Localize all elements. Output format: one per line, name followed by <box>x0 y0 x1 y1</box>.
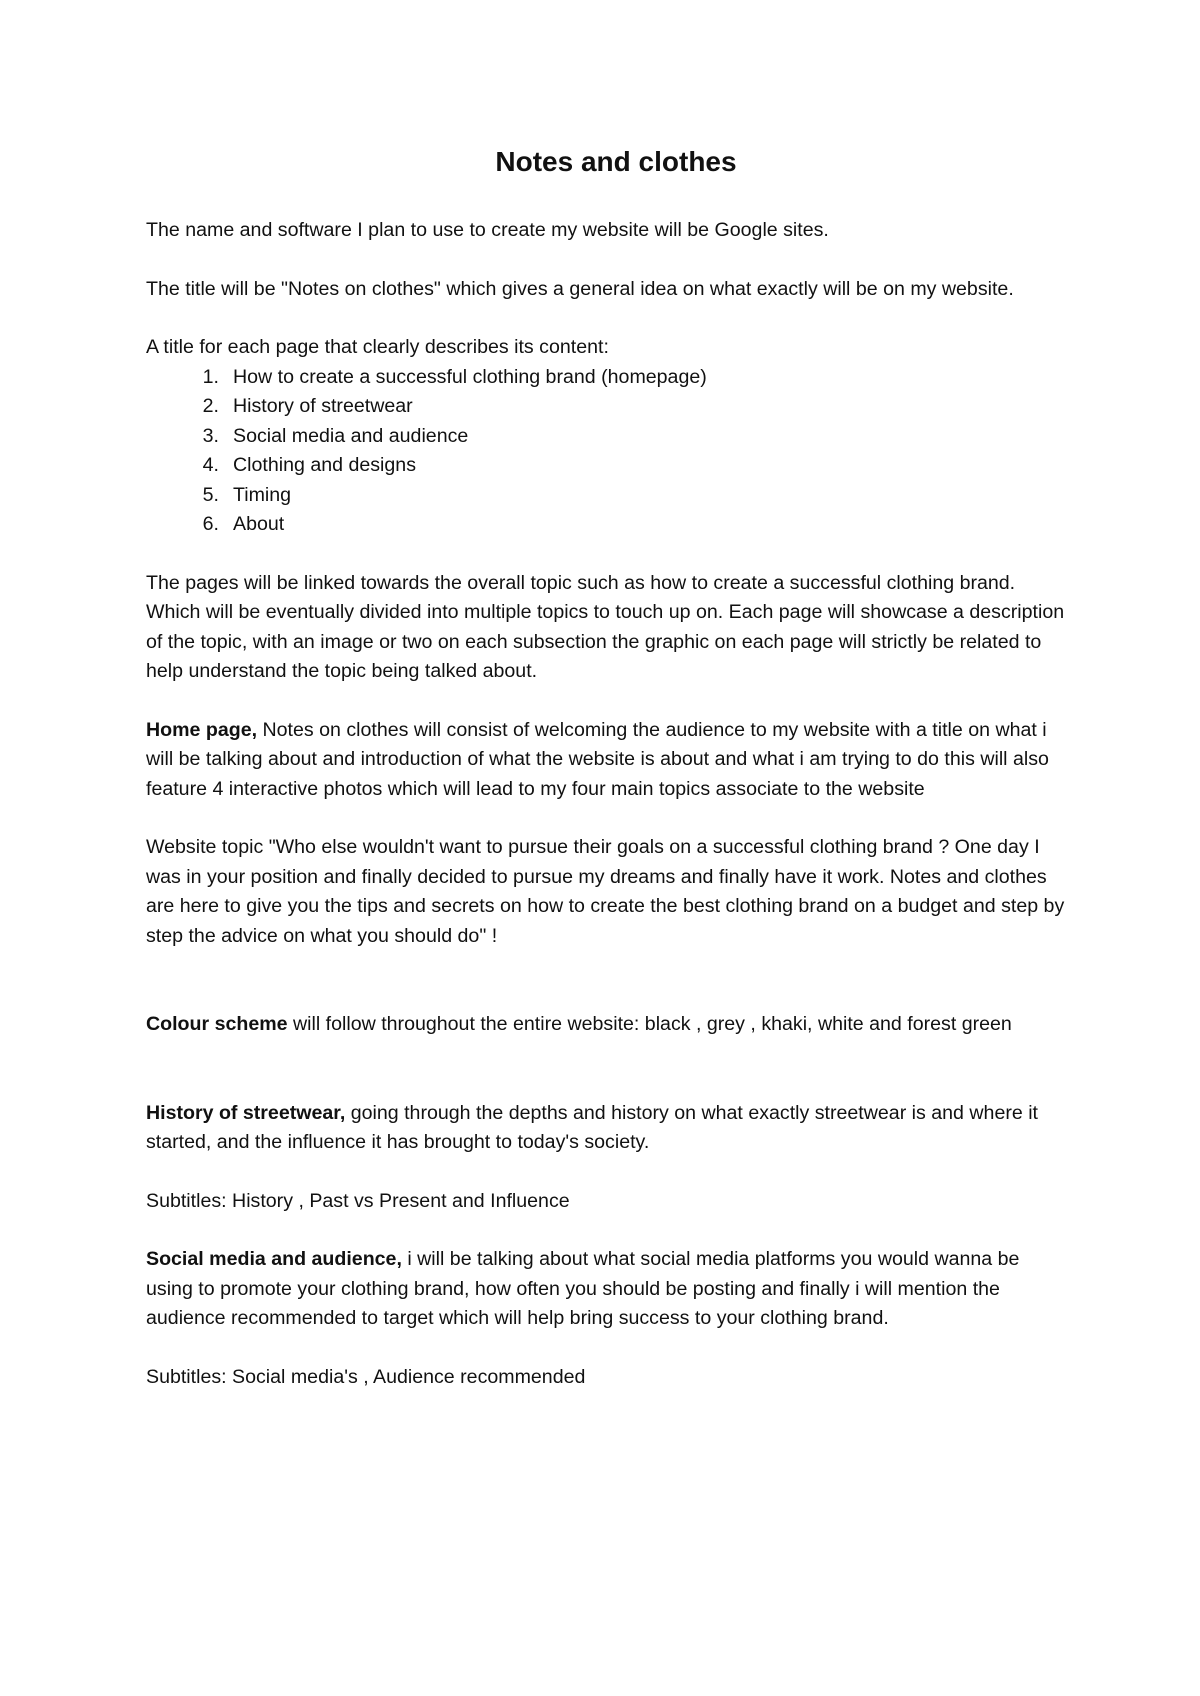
list-label: Clothing and designs <box>233 454 417 476</box>
paragraph-title: The title will be "Notes on clothes" which gives a general idea on what exactly will be on my website. <box>146 277 1014 300</box>
list-item <box>146 422 1070 452</box>
list-number: 4. <box>202 454 219 476</box>
pages-intro: A title for each page that clearly describes its content: <box>146 336 609 358</box>
colour-scheme-heading: Colour scheme <box>146 1013 288 1035</box>
home-page-text: Notes on clothes will consist of welcoming the audience to my website with a title on what i will be talking about and introduction of what the website is about and what i am trying to do this will also feature 4 interactive photos which will lead to my four main topics associate to the website <box>146 718 1049 800</box>
list-label: History of streetwear <box>233 395 413 417</box>
paragraph-colour-scheme <box>146 1010 1070 1040</box>
list-item <box>146 510 1070 540</box>
list-label: How to create a successful clothing brand (homepage) <box>233 365 707 388</box>
history-heading: History of streetwear, <box>146 1101 346 1124</box>
colour-scheme-text: will follow throughout the entire website: black , grey , khaki, white and forest green <box>287 1013 1012 1035</box>
social-subtitles: Subtitles: Social media's , Audience recommended <box>146 1365 586 1388</box>
history-subtitles: Subtitles: History , Past vs Present and Influence <box>146 1189 570 1212</box>
list-label: Social media and audience <box>233 424 469 447</box>
list-number: 5. <box>202 483 219 506</box>
list-number: 3. <box>202 424 219 447</box>
list-number: 2. <box>202 395 219 417</box>
history-text: going through the depths and history on what exactly streetwear is and where it started, and the influence it has brought to today's society. <box>146 1101 1038 1153</box>
social-heading: Social media and audience, <box>146 1248 402 1270</box>
paragraph-social <box>146 1245 1070 1334</box>
page-list <box>146 363 1070 540</box>
home-page-heading: Home page, <box>146 718 258 741</box>
list-item <box>146 392 1070 422</box>
list-number: 1. <box>202 365 219 388</box>
paragraph-website-topic: Website topic "Who else wouldn't want to pursue their goals on a successful clothing brand ? One day I was in your position and finally decided to pursue my dreams and finally have it work. Notes and clothes are here to give you the tips and secrets on how to create the best clothing brand on a budget and step by step the advice on what you should do" ! <box>146 836 1065 947</box>
list-label: About <box>233 513 285 535</box>
paragraph-home-page <box>146 716 1070 805</box>
list-number: 6. <box>202 513 219 535</box>
list-item <box>146 451 1070 481</box>
document-title: Notes and clothes <box>495 146 737 177</box>
paragraph-linking: The pages will be linked towards the overall topic such as how to create a successful clothing brand. Which will be eventually divided into multiple topics to touch up on. Each page will showcase a description of the topic, with an image or two on each subsection the graphic on each page will strictly be related to help understand the topic being talked about. <box>146 571 1065 682</box>
list-item <box>146 481 1070 511</box>
list-label: Timing <box>233 483 292 506</box>
list-item <box>146 363 1070 393</box>
paragraph-software: The name and software I plan to use to create my website will be Google sites. <box>146 219 829 241</box>
paragraph-history <box>146 1099 1070 1158</box>
social-text: i will be talking about what social media platforms you would wanna be using to promote your clothing brand, how often you should be posting and finally i will mention the audience recommended to target which will help bring success to your clothing brand. <box>146 1248 1020 1329</box>
